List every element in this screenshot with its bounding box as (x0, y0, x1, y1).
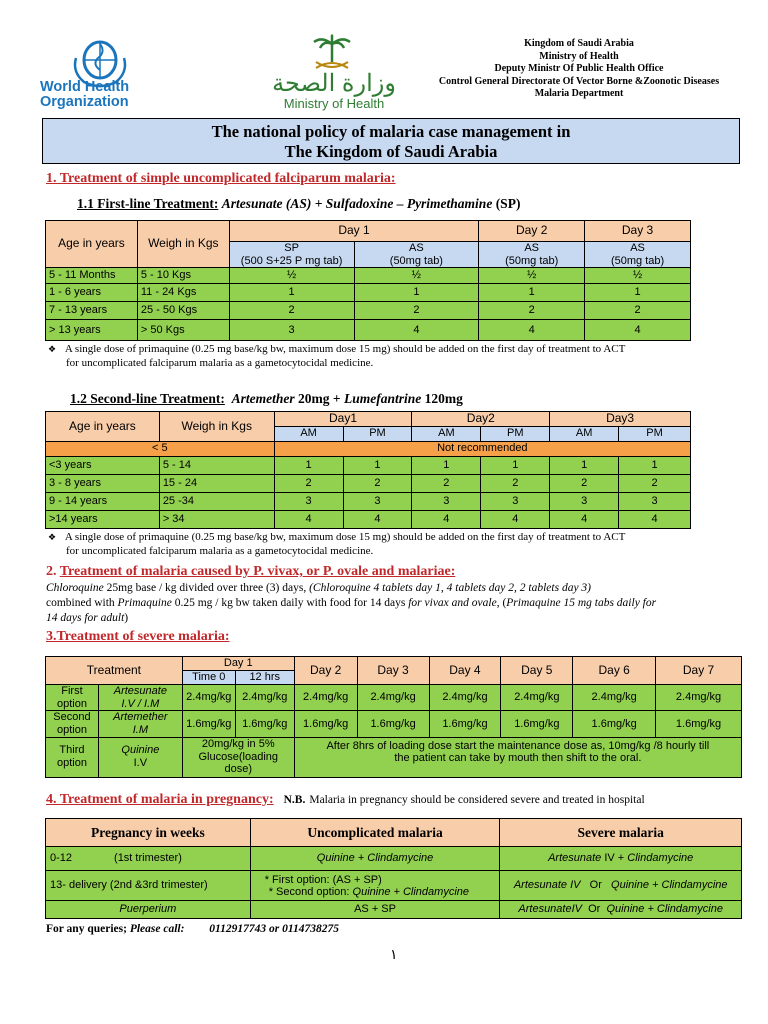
dose-cell: 1.6mg/kg (294, 711, 357, 737)
age-cell: 7 - 13 years (46, 302, 138, 320)
dose-cell: ½ (479, 268, 585, 284)
second-line-drug-b: Lumefantrine (343, 391, 422, 406)
dose-cell: 2 (229, 302, 354, 320)
header-line: Kingdom of Saudi Arabia (524, 38, 634, 49)
contact-line: For any queries; Please call: 0112917743 or 0114738275 (46, 923, 340, 935)
col-header-pregnancy-weeks: Pregnancy in weeks (46, 819, 251, 847)
header-line: Deputy Ministr Of Public Health Office (494, 63, 664, 75)
age-under-5-cell: < 5 (46, 441, 275, 456)
dose-cell: 1 (274, 456, 343, 474)
dose-cell: 1 (479, 284, 585, 302)
col-header-uncomplicated: Uncomplicated malaria (250, 819, 500, 847)
first-line-label: 1.1 First-line Treatment: (77, 196, 219, 211)
weight-cell: 25 - 50 Kgs (137, 302, 229, 320)
dose-cell: 4 (481, 510, 550, 528)
dose-cell: 4 (585, 320, 691, 341)
weight-cell: 5 - 14 (159, 456, 274, 474)
dose-cell: 1.6mg/kg (656, 711, 742, 737)
first-line-table (45, 220, 691, 341)
moh-arabic-name: وزارة الصحة (272, 70, 396, 97)
who-name-line1: World Health (40, 79, 130, 95)
dose-cell: 2 (585, 302, 691, 320)
second-line-treatment-heading (70, 391, 463, 407)
header-authority-block (416, 38, 742, 101)
section2-heading: 2. Treatment of malaria caused by P. vivax, or P. ovale and malariae: (46, 564, 456, 579)
col-header-am: AM (550, 426, 619, 441)
dose-cell: 4 (550, 510, 619, 528)
col-header-day3: Day3 (550, 412, 691, 427)
table-row (46, 302, 691, 320)
dose-cell: 2 (550, 474, 619, 492)
dose-cell: 1.6mg/kg (357, 711, 429, 737)
col-header-age: Age in years (46, 412, 160, 442)
section2-body: Chloroquine 25mg base / kg divided over three (3) days, (Chloroquine 4 tablets day 1, 4 tablets day 2, 2 tablets day 3) combined with Primaquine 0.25 mg / kg bw taken daily with food for 14 days for vivax and ovale, (Primaquine 15 mg tabs daily for 14 days for adult) (46, 582, 657, 624)
dose-cell: 1 (412, 456, 481, 474)
weeks-cell: Puerperium (46, 901, 251, 919)
dose-cell: 2.4mg/kg (294, 685, 357, 711)
col-header-weight: Weigh in Kgs (137, 221, 229, 268)
header-line: Malaria Department (534, 88, 624, 100)
table-row (46, 901, 742, 919)
dose-cell: 2 (481, 474, 550, 492)
dose-cell: 1.6mg/kg (501, 711, 573, 737)
dose-cell: 3 (274, 492, 343, 510)
dose-cell: 1 (229, 284, 354, 302)
second-line-dose-a: 20mg + (298, 391, 341, 406)
col-header-pm: PM (343, 426, 412, 441)
col-header-day: Day 6 (573, 657, 656, 685)
table-row (46, 268, 691, 284)
second-line-drug-a: Artemether (231, 391, 295, 406)
nb-label: N.B. (283, 794, 306, 806)
option-label: Third option (46, 737, 99, 777)
diamond-bullet-icon: ❖ (48, 344, 57, 354)
col-header-day1: Day 1 (229, 221, 479, 242)
second-line-label: 1.2 Second-line Treatment: (70, 391, 225, 406)
weight-cell: 15 - 24 (159, 474, 274, 492)
col-header-weight: Weigh in Kgs (159, 412, 274, 442)
col-header-day: Day 4 (429, 657, 501, 685)
option-label: Second option (46, 711, 99, 737)
dose-cell: 3 (550, 492, 619, 510)
header-line: Ministry of Health (539, 50, 619, 62)
table-row (46, 510, 691, 528)
first-line-treatment-heading (77, 196, 520, 212)
section4-heading: 4. Treatment of malaria in pregnancy: (46, 792, 274, 807)
table-row-not-recommended (46, 441, 691, 456)
dose-cell: 2 (343, 474, 412, 492)
section4-heading-line (46, 790, 645, 808)
weight-cell: 5 - 10 Kgs (137, 268, 229, 284)
option-label: First option (46, 685, 99, 711)
first-line-drug: Artesunate (AS) + Sulfadoxine – Pyrimethamine (221, 196, 493, 211)
drug-cell: Artesunate I.V / I.M (98, 685, 182, 711)
dose-cell: 2 (619, 474, 691, 492)
uncomplicated-cell: Quinine + Clindamycine (250, 847, 500, 871)
dose-cell: 1 (550, 456, 619, 474)
table-row (46, 492, 691, 510)
dose-cell: 2 (274, 474, 343, 492)
primaquine-drug: Primaquine (117, 597, 172, 609)
section3-heading: 3.Treatment of severe malaria: (46, 629, 230, 644)
weeks-cell: 13- delivery (2nd &3rd trimester) (46, 871, 251, 901)
severe-malaria-table (45, 656, 742, 778)
dose-cell: 4 (343, 510, 412, 528)
col-header-am: AM (412, 426, 481, 441)
dose-cell: 2 (479, 302, 585, 320)
col-header-day: Day 7 (656, 657, 742, 685)
dose-cell: 1 (354, 284, 479, 302)
dose-cell: 2.4mg/kg (235, 685, 294, 711)
who-logo (40, 38, 175, 112)
diamond-bullet-icon: ❖ (48, 532, 57, 542)
dose-cell: 1.6mg/kg (429, 711, 501, 737)
col-header-pm: PM (619, 426, 691, 441)
severe-cell: ArtesunateIV Or Quinine + Clindamycine (500, 901, 742, 919)
dose-cell: 3 (229, 320, 354, 341)
table-row (46, 737, 742, 777)
col-header-day: Day 3 (357, 657, 429, 685)
uncomplicated-cell: AS + SP (250, 901, 500, 919)
table-row (46, 284, 691, 302)
dose-cell: 3 (412, 492, 481, 510)
age-cell: >14 years (46, 510, 160, 528)
col-header-day1: Day 1 (182, 657, 294, 671)
dose-cell: 1.6mg/kg (573, 711, 656, 737)
dose-cell: 1 (343, 456, 412, 474)
queries-label: For any queries (46, 923, 124, 935)
dose-cell: 2.4mg/kg (182, 685, 235, 711)
title-box (42, 118, 740, 164)
table-row (46, 711, 742, 737)
primaquine-note-2: ❖ A single dose of primaquine (0.25 mg base/kg bw, maximum dose 15 mg) should be added on the first day of treatment to ACT for uncomplicated falciparum malaria as a gametocytocidal medicine. (48, 531, 626, 557)
dose-cell: 4 (354, 320, 479, 341)
page-title-line1: The national policy of malaria case management in (211, 122, 571, 141)
phone-numbers: 0112917743 or 0114738275 (209, 923, 340, 935)
col-header-day3: Day 3 (585, 221, 691, 242)
dose-cell: ½ (585, 268, 691, 284)
dose-cell: 3 (481, 492, 550, 510)
dose-cell: ½ (354, 268, 479, 284)
age-cell: 1 - 6 years (46, 284, 138, 302)
col-header-severe: Severe malaria (500, 819, 742, 847)
col-header-treatment: Treatment (46, 657, 183, 685)
weight-cell: > 50 Kgs (137, 320, 229, 341)
col-header-time0: Time 0 (182, 671, 235, 685)
nb-text: Malaria in pregnancy should be considered severe and treated in hospital (309, 794, 645, 806)
table-row (46, 685, 742, 711)
uncomplicated-cell: * First option: (AS + SP) * Second option: Quinine + Clindamycine (250, 871, 500, 901)
primaquine-note-1: ❖ A single dose of primaquine (0.25 mg base/kg bw, maximum dose 15 mg) should be added on the first day of treatment to ACT for uncomplicated falciparum malaria as a gametocytocidal medicine. (48, 343, 626, 369)
table-row (46, 847, 742, 871)
severe-cell: Artesunate IV + Clindamycine (500, 847, 742, 871)
dose-cell: 2.4mg/kg (357, 685, 429, 711)
dose-cell: 2 (412, 474, 481, 492)
col-header-day2: Day2 (412, 412, 550, 427)
chloroquine-drug: Chloroquine (46, 582, 104, 594)
dose-cell: 1.6mg/kg (235, 711, 294, 737)
dose-cell: 1.6mg/kg (182, 711, 235, 737)
col-header-as: AS (50mg tab) (479, 242, 585, 268)
weight-cell: 25 -34 (159, 492, 274, 510)
dose-cell: 4 (274, 510, 343, 528)
dose-cell: 4 (479, 320, 585, 341)
who-name-line2: Organization (40, 94, 129, 110)
second-line-dose-b: 120mg (424, 391, 463, 406)
col-header-sp: SP (500 S+25 P mg tab) (229, 242, 354, 268)
dose-cell: 1 (481, 456, 550, 474)
moh-logo (250, 34, 420, 114)
col-header-as: AS (50mg tab) (585, 242, 691, 268)
age-cell: > 13 years (46, 320, 138, 341)
second-line-table (45, 411, 691, 529)
col-header-day2: Day 2 (479, 221, 585, 242)
moh-english-name: Ministry of Health (283, 96, 385, 111)
section1-heading: 1. Treatment of simple uncomplicated falciparum malaria: (46, 171, 396, 186)
pregnancy-table (45, 818, 742, 919)
weight-cell: 11 - 24 Kgs (137, 284, 229, 302)
col-header-as: AS (50mg tab) (354, 242, 479, 268)
loading-dose-cell: 20mg/kg in 5% Glucose(loading dose) (182, 737, 294, 777)
first-line-abbr: (SP) (495, 196, 521, 211)
palm-swords-icon (310, 34, 354, 74)
drug-cell: Quinine I.V (98, 737, 182, 777)
age-cell: 9 - 14 years (46, 492, 160, 510)
dose-cell: 3 (343, 492, 412, 510)
col-header-day1: Day1 (274, 412, 412, 427)
table-row (46, 320, 691, 341)
col-header-age: Age in years (46, 221, 138, 268)
dose-cell: 3 (619, 492, 691, 510)
dose-cell: 1 (619, 456, 691, 474)
dose-cell: 4 (619, 510, 691, 528)
col-header-day: Day 5 (501, 657, 573, 685)
dose-cell: ½ (229, 268, 354, 284)
age-cell: 3 - 8 years (46, 474, 160, 492)
table-row (46, 474, 691, 492)
dose-cell: 4 (412, 510, 481, 528)
call-label: Please call: (129, 923, 185, 935)
dose-cell: 2.4mg/kg (573, 685, 656, 711)
weeks-cell: 0-12 (1st trimester) (46, 847, 251, 871)
dose-cell: 1 (585, 284, 691, 302)
dose-cell: 2.4mg/kg (501, 685, 573, 711)
drug-cell: Artemether I.M (98, 711, 182, 737)
page-title-line2: The Kingdom of Saudi Arabia (284, 142, 498, 161)
table-row (46, 456, 691, 474)
weight-cell: > 34 (159, 510, 274, 528)
dose-cell: 2.4mg/kg (656, 685, 742, 711)
dose-cell: 2.4mg/kg (429, 685, 501, 711)
dose-cell: 2 (354, 302, 479, 320)
col-header-am: AM (274, 426, 343, 441)
not-recommended-cell: Not recommended (274, 441, 690, 456)
header-line: Control General Directorate Of Vector Borne &Zoonotic Diseases (438, 75, 720, 87)
table-row (46, 871, 742, 901)
age-cell: 5 - 11 Months (46, 268, 138, 284)
maintenance-dose-cell: After 8hrs of loading dose start the maintenance dose as, 10mg/kg /8 hourly till the patient can take by mouth then shift to the oral. (294, 737, 741, 777)
page-number: ١ (390, 948, 398, 963)
col-header-pm: PM (481, 426, 550, 441)
col-header-12hrs: 12 hrs (235, 671, 294, 685)
age-cell: <3 years (46, 456, 160, 474)
severe-cell: Artesunate IV Or Quinine + Clindamycine (500, 871, 742, 901)
col-header-day: Day 2 (294, 657, 357, 685)
